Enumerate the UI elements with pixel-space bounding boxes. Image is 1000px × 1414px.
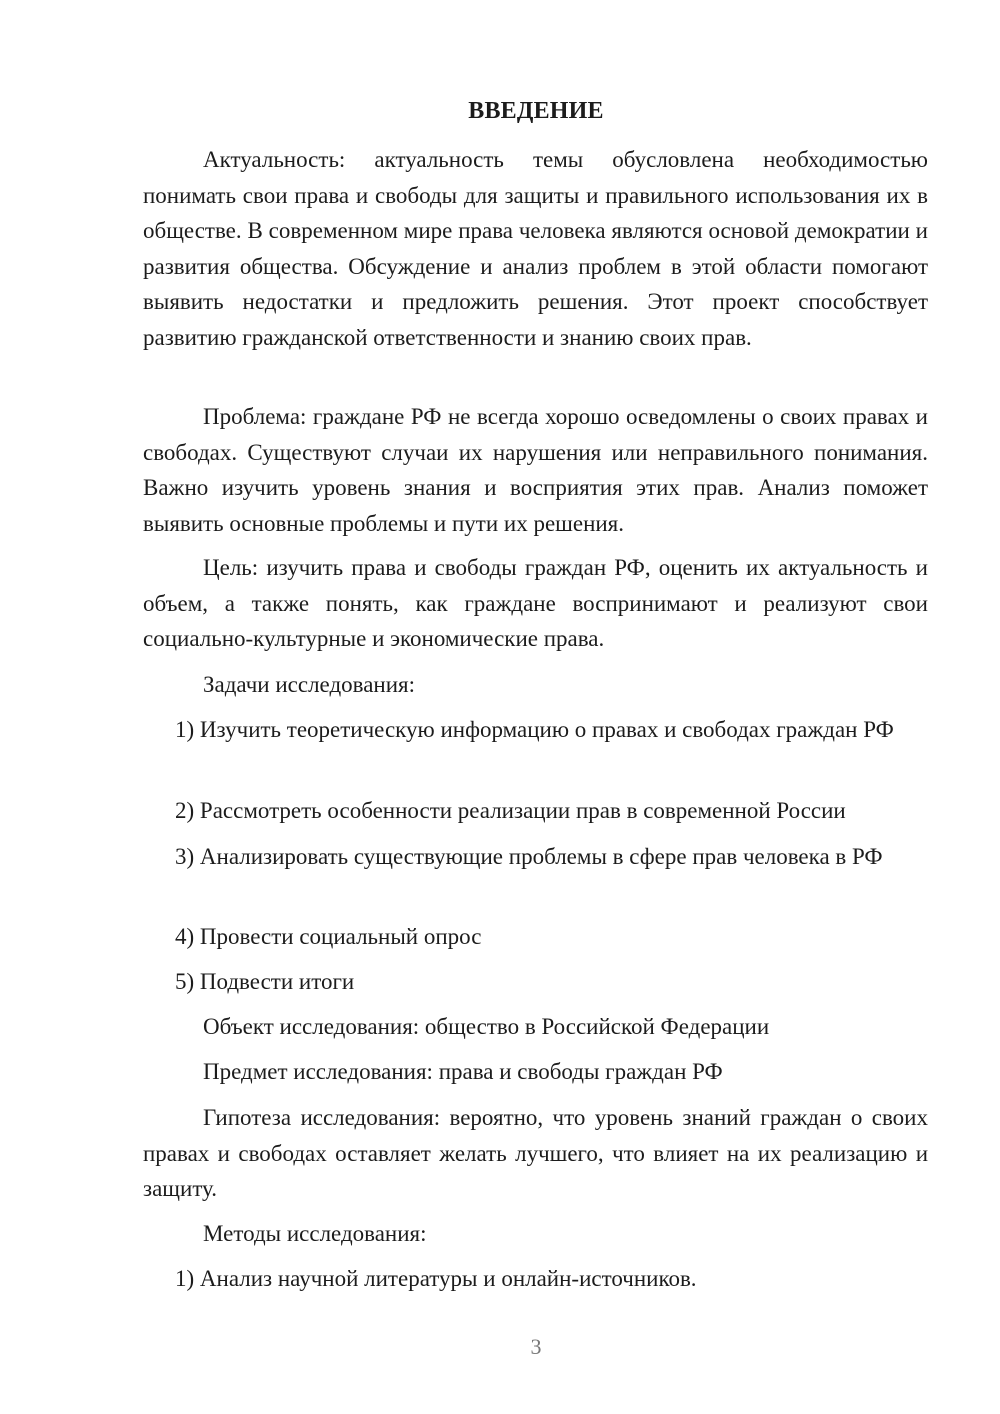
object-line: Объект исследования: общество в Российской Федерации — [203, 1014, 770, 1039]
task-item-5: 5) Подвести итоги — [175, 969, 355, 994]
task-item-2: 2) Рассмотреть особенности реализации прав в современной России — [175, 798, 846, 823]
method-item-1: 1) Анализ научной литературы и онлайн-источников. — [175, 1266, 697, 1291]
task-item-3: 3) Анализировать существующие проблемы в сфере прав человека в РФ — [175, 844, 883, 869]
task-item-4: 4) Провести социальный опрос — [175, 924, 482, 949]
task-item-1: 1) Изучить теоретическую информацию о правах и свободах граждан РФ — [175, 717, 894, 742]
methods-heading: Методы исследования: — [203, 1221, 427, 1246]
goal-paragraph: Цель: изучить права и свободы граждан РФ, оценить их актуальность и объем, а также понять, как граждане воспринимают и реализуют свои социально-культурные и экономические права. — [143, 555, 928, 651]
hypothesis-paragraph: Гипотеза исследования: вероятно, что уровень знаний граждан о своих правах и свободах оставляет желать лучшего, что влияет на их реализацию и защиту. — [143, 1105, 928, 1201]
subject-line: Предмет исследования: права и свободы граждан РФ — [203, 1059, 723, 1084]
tasks-heading: Задачи исследования: — [203, 672, 416, 697]
page-title: ВВЕДЕНИЕ — [468, 98, 604, 124]
page-number: 3 — [530, 1334, 542, 1359]
problem-paragraph: Проблема: граждане РФ не всегда хорошо осведомлены о своих правах и свободах. Существуют случаи их нарушения или неправильного понимания. Важно изучить уровень знания и восприятия этих прав. Анализ поможет выявить основные проблемы и пути их решения. — [143, 404, 928, 536]
actuality-paragraph: Актуальность: актуальность темы обусловлена необходимостью понимать свои права и свободы для защиты и правильного использования их в обществе. В современном мире права человека являются основой демократии и развития общества. Обсуждение и анализ проблем в этой области помогают выявить недостатки и предложить решения. Этот проект способствует развитию гражданской ответственности и знанию своих прав. — [143, 147, 928, 350]
